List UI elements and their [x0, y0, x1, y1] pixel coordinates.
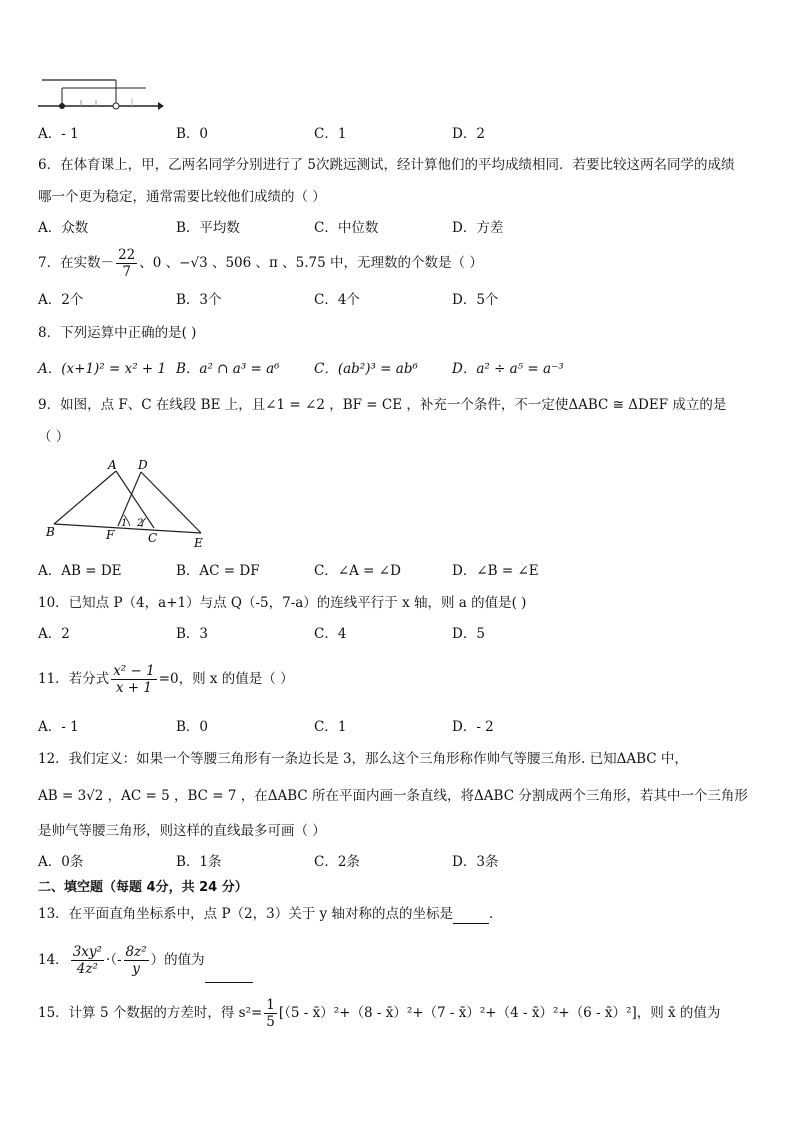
- q9-stem-line2: （ ）: [38, 429, 70, 445]
- label-vertex-a: A: [108, 458, 117, 472]
- q12-option-c: C．2条: [314, 854, 360, 870]
- q10-option-b: B．3: [176, 626, 209, 642]
- q7-option-b: B．3个: [176, 292, 222, 308]
- q10-option-c: C．4: [314, 626, 347, 642]
- q7-prefix: 7．在实数－: [38, 255, 115, 271]
- section-header-fill-in: 二、填空题（每题 4分，共 24 分）: [38, 880, 248, 895]
- q13-stem: [38, 905, 502, 924]
- q14-answer-blank[interactable]: [205, 938, 253, 983]
- triangle-figure: [38, 458, 218, 550]
- q11-prefix: 11．若分式: [38, 671, 110, 687]
- label-angle-1: 1: [121, 518, 128, 529]
- q15-body: [（5 - x̄）²+（8 - x̄）²+（7 - x̄）²+（4 - x̄）²+（6 - x̄）²]，则 x̄ 的值为: [278, 1005, 721, 1021]
- q13-end: ．: [488, 906, 503, 922]
- q11-frac-num: x² − 1: [113, 663, 155, 679]
- q8-option-b: B．a² ∩ a³ = a⁶: [176, 361, 280, 377]
- q5-option-a: A．- 1: [38, 126, 79, 142]
- q11-option-b: B．0: [176, 719, 209, 735]
- q7-frac-num: 22: [118, 247, 136, 263]
- q12-stem-line2: AB = 3√2 ，AC = 5 ，BC = 7 ，在ΔABC 所在平面内画一条直线，将ΔABC 分割成两个三角形，若其中一个三角形: [38, 788, 748, 804]
- q14-f2-num: 8z²: [125, 944, 147, 960]
- q6-option-a: A．众数: [38, 220, 89, 236]
- q11-option-a: A．- 1: [38, 719, 79, 735]
- q14-f1-num: 3xy²: [72, 944, 102, 960]
- q9-option-d: D．∠B = ∠E: [452, 563, 539, 579]
- q12-option-b: B．1条: [176, 854, 222, 870]
- q5-option-c: C．1: [314, 126, 347, 142]
- q14-f2-den: y: [132, 961, 140, 977]
- label-angle-2: 2: [137, 518, 144, 529]
- q5-option-b: B．0: [176, 126, 209, 142]
- q15-prefix: 15．计算 5 个数据的方差时，得 s²=: [38, 1005, 263, 1021]
- q10-stem: 10．已知点 P（4，a+1）与点 Q（-5，7-a）的连线平行于 x 轴，则 a 的值是( ): [38, 595, 527, 611]
- q7-stem: [38, 244, 483, 282]
- q10-option-d: D．5: [452, 626, 485, 642]
- q10-option-a: A．2: [38, 626, 70, 642]
- q14-f1-den: 4z²: [76, 961, 98, 977]
- q15-frac-num: 1: [266, 997, 275, 1013]
- q15-frac-den: 5: [266, 1014, 275, 1030]
- q14-suffix: ）的值为: [150, 952, 205, 968]
- q9-option-a: A．AB = DE: [38, 563, 122, 579]
- q13-answer-blank[interactable]: [453, 905, 489, 924]
- label-vertex-c: C: [148, 531, 158, 545]
- q12-option-a: A．0条: [38, 854, 84, 870]
- q11-option-d: D．- 2: [452, 719, 494, 735]
- q12-stem-line1: 12．我们定义：如果一个等腰三角形有一条边长是 3，那么这个三角形称作帅气等腰三角形. 已知ΔABC 中，: [38, 751, 688, 767]
- q9-option-c: C．∠A = ∠D: [314, 563, 401, 579]
- q6-option-b: B．平均数: [176, 220, 240, 236]
- q7-option-d: D．5个: [452, 292, 499, 308]
- q14-fraction-2: [124, 944, 149, 977]
- q14-stem: [38, 938, 253, 983]
- q11-frac-den: x + 1: [115, 680, 152, 696]
- label-vertex-e: E: [194, 536, 203, 550]
- q8-stem: 8．下列运算中正确的是( ): [38, 325, 197, 341]
- label-vertex-f: F: [106, 528, 115, 542]
- q14-prefix: 14．: [38, 952, 69, 968]
- q6-stem-line2: 哪一个更为稳定，通常需要比较他们成绩的（ ）: [38, 189, 326, 205]
- q7-frac-den: 7: [122, 264, 131, 280]
- q8-option-a: A．(x+1)² = x² + 1: [38, 361, 167, 377]
- q12-option-d: D．3条: [452, 854, 499, 870]
- q7-option-a: A．2个: [38, 292, 84, 308]
- label-vertex-d: D: [138, 458, 148, 472]
- q7-rest: 、0 、−√3 、506 、π 、5.75 中，无理数的个数是（ ）: [139, 255, 483, 271]
- q11-fraction: [111, 663, 157, 696]
- q6-option-d: D．方差: [452, 220, 504, 236]
- q7-option-c: C．4个: [314, 292, 360, 308]
- q14-mid: ·（-: [105, 952, 122, 968]
- number-line-figure: [36, 76, 166, 116]
- q14-fraction-1: [71, 944, 104, 977]
- label-vertex-b: B: [46, 525, 55, 539]
- q6-option-c: C．中位数: [314, 220, 379, 236]
- q5-option-d: D．2: [452, 126, 485, 142]
- q7-fraction: [116, 247, 137, 280]
- q13-text: 13．在平面直角坐标系中，点 P（2，3）关于 y 轴对称的点的坐标是: [38, 906, 453, 922]
- q15-fraction: [264, 997, 277, 1030]
- q8-option-c: C．(ab²)³ = ab⁶: [314, 361, 418, 377]
- q6-stem-line1: 6．在体育课上，甲，乙两名同学分别进行了 5次跳远测试，经计算他们的平均成绩相同．若要比较这两名同学的成绩: [38, 157, 735, 173]
- q9-stem-line1: 9．如图，点 F、C 在线段 BE 上，且∠1 = ∠2 ，BF = CE ，补充一个条件，不一定使ΔABC ≅ ΔDEF 成立的是: [38, 397, 727, 413]
- q11-stem: [38, 659, 294, 699]
- q8-option-d: D．a² ÷ a⁵ = a⁻³: [452, 361, 564, 377]
- q15-stem: [38, 993, 720, 1033]
- q11-suffix: =0，则 x 的值是（ ）: [158, 671, 294, 687]
- q9-option-b: B．AC = DF: [176, 563, 260, 579]
- q12-stem-line3: 是帅气等腰三角形，则这样的直线最多可画（ ）: [38, 823, 326, 839]
- q11-option-c: C．1: [314, 719, 347, 735]
